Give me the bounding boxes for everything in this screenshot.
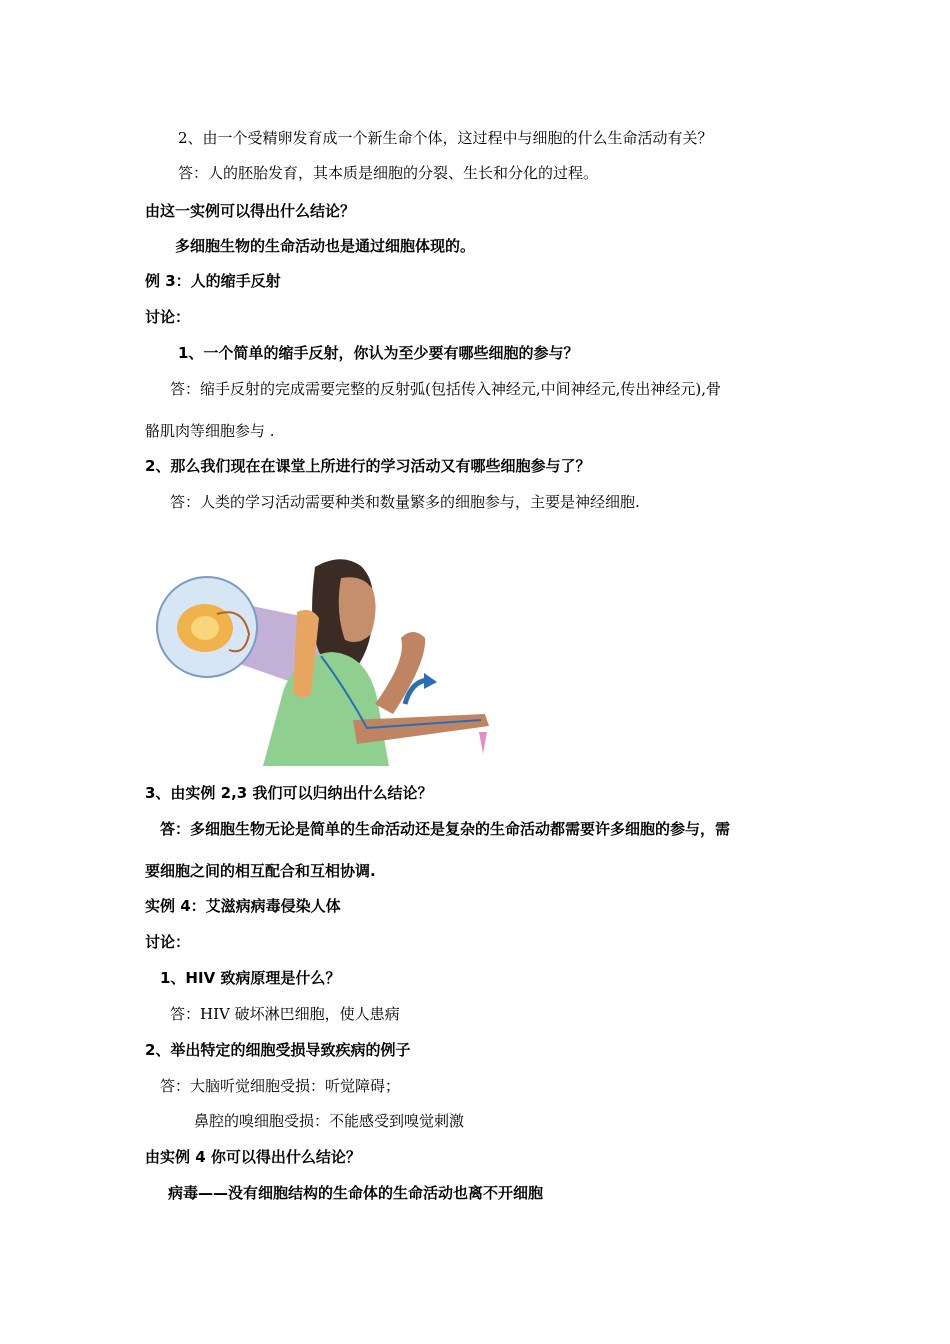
face [339,577,376,642]
answer-reflex-3-line2: 要细胞之间的相互配合和互相协调. [145,862,376,880]
conclusion-answer-4: 病毒——没有细胞结构的生命体的生命活动也离不开细胞 [168,1184,544,1202]
answer-hiv-2-line2: 鼻腔的嗅细胞受损：不能感受到嗅觉刺激 [194,1112,465,1130]
answer-reflex-3-line1: 答：多细胞生物无论是简单的生命活动还是复杂的生命活动都需要许多细胞的参与，需 [160,820,731,838]
example-3-heading: 例 3：人的缩手反射 [145,272,281,290]
answer-reflex-1-line1: 答：缩手反射的完成需要完整的反射弧(包括传入神经元,中间神经元,传出神经元),骨 [170,380,722,398]
conclusion-question-4: 由实例 4 你可以得出什么结论？ [145,1148,361,1166]
answer-hiv-2-line1: 答：大脑听觉细胞受损：听觉障碍； [160,1077,401,1095]
question-2-text: 2、由一个受精卵发育成一个新生命个体，这过程中与细胞的什么生命活动有关？ [178,129,713,147]
example-4-heading: 实例 4：艾滋病病毒侵染人体 [145,897,341,915]
answer-hiv-1: 答：HIV 破坏淋巴细胞，使人患病 [170,1005,400,1023]
answer-reflex-1-line2: 骼肌肉等细胞参与 . [145,422,275,440]
question-reflex-3: 3、由实例 2,3 我们可以归纳出什么结论？ [145,784,433,802]
discussion-heading: 讨论： [145,308,191,326]
question-hiv-1: 1、HIV 致病原理是什么？ [160,969,341,987]
question-reflex-1: 1、一个简单的缩手反射，你认为至少要有哪些细胞的参与？ [178,344,579,362]
conclusion-answer: 多细胞生物的生命活动也是通过细胞体现的。 [175,237,476,255]
reflex-illustration [145,552,521,766]
conclusion-question: 由这一实例可以得出什么结论？ [145,202,356,220]
question-hiv-2: 2、举出特定的细胞受损导致疾病的例子 [145,1041,411,1059]
discussion-heading-2: 讨论： [145,933,191,951]
answer-reflex-2: 答：人类的学习活动需要种类和数量繁多的细胞参与，主要是神经细胞. [170,493,640,511]
question-reflex-2: 2、那么我们现在在课堂上所进行的学习活动又有哪些细胞参与了？ [145,457,591,475]
answer-2-text: 答：人的胚胎发育，其本质是细胞的分裂、生长和分化的过程。 [178,164,599,182]
